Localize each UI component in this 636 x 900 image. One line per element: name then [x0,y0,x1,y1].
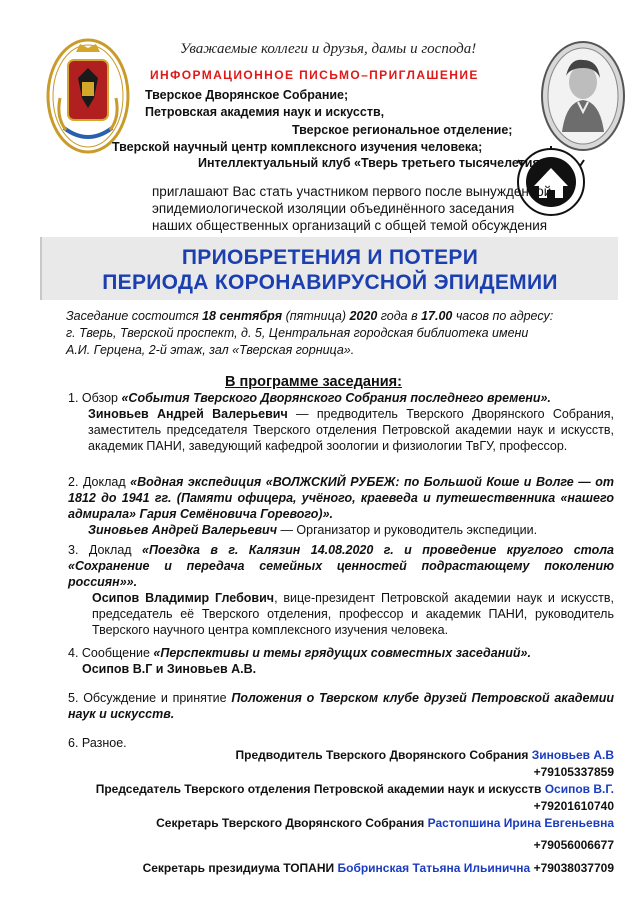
signature-role: Секретарь Тверского Дворянского Собрания [156,816,428,830]
signature-1-phone: +79105337859 [533,765,614,779]
org-line-4: Тверской научный центр комплексного изучения человека; [112,140,483,154]
signature-role: Председатель Тверского отделения Петровской академии наук и искусств [95,782,545,796]
meeting-info [66,308,614,359]
org-line-3: Тверское региональное отделение; [292,123,513,137]
portrait-medallion [540,40,626,152]
org-line-1: Тверское Дворянское Собрание; [145,88,349,102]
speaker-desc: , вице-президент Петровской академии наук и искусств, председатель её Тверского отделения, профессор и академик ПАНИ, руководитель Тверского научного центра комплексного изучения человека. [92,591,615,637]
program-item-3 [68,542,614,638]
greeting: Уважаемые коллеги и друзья, дамы и господа! [180,41,477,57]
meeting-text: Заседание состоится [66,309,203,323]
item-title: «Поездка в г. Калязин 14.08.2020 г. и проведение круглого стола «Сохранение и передача семейных ценностей подрастающему поколению россиян»». [68,543,614,589]
program-item-4 [68,645,614,677]
meeting-text: года в [377,309,422,323]
signature-1 [236,747,615,764]
org-line-2: Петровская академия наук и искусств, [145,105,385,119]
signature-name: Растопшина Ирина Евгеньевна [427,816,614,830]
signature-name: Бобринская Татьяна Ильинична [337,861,531,875]
intro-text [152,183,551,234]
meeting-text: (пятница) [282,309,350,323]
intro-line-2: эпидемиологической изоляции объединённого заседания [152,201,515,216]
signature-phone: +79038037709 [530,861,614,875]
item-number: 4. Сообщение [68,646,154,660]
signature-name: Зиновьев А.В [531,748,614,762]
item-number: 3. Доклад [68,543,143,557]
item-title: «Водная экспедиция «ВОЛЖСКИЙ РУБЕЖ: по Большой Коше и Волге — от 1812 до 1941 гг. (Памяти офицера, учёного, краеведа и путешественника «нашего адмирала» Гария Семёновича Горевого)». [68,475,614,521]
meeting-year: 2020 [349,309,378,323]
signature-3-phone: +79056006677 [533,838,614,852]
intro-line-3: наших общественных организаций с общей темой обсуждения [152,218,548,233]
banner-line-2: ПЕРИОДА КОРОНАВИРУСНОЙ ЭПИДЕМИИ [102,271,558,294]
item-title: «Перспективы и темы грядущих совместных заседаний». [153,646,531,660]
signature-name: Осипов В.Г. [544,782,614,796]
signature-2 [96,781,614,798]
topic-banner [40,237,618,300]
intro-line-1: приглашают Вас стать участником первого после вынужденной [152,184,552,199]
banner-line-1: ПРИОБРЕТЕНИЯ И ПОТЕРИ [181,246,479,269]
invitation-title: ИНФОРМАЦИОННОЕ ПИСЬМО–ПРИГЛАШЕНИЕ [150,68,479,82]
speaker-desc: — предводитель Тверского Дворянского Собрания, заместитель председателя Тверского отделения Петровской академии наук и искусств, академик ПАНИ, заведующий кафедрой зоологии и физиологии ТвГУ, профессор. [88,407,614,453]
speaker-name: Зиновьев Андрей Валерьевич [88,523,277,537]
signature-4 [143,860,614,877]
item-number: 5. Обсуждение и принятие [68,691,232,705]
signature-role: Предводитель Тверского Дворянского Собрания [235,748,532,762]
program-item-5 [68,690,614,722]
signature-role: Секретарь президиума ТОПАНИ [142,861,338,875]
item-number: 1. Обзор [68,391,122,405]
program-item-1 [68,390,614,454]
program-item-2 [68,474,614,538]
speaker-desc: — Организатор и руководитель экспедиции. [276,523,538,537]
speaker-name: Зиновьев Андрей Валерьевич [88,407,288,421]
signature-3 [156,815,614,832]
meeting-address: г. Тверь, Тверской проспект, д. 5, Центральная городская библиотека имени [66,326,529,340]
meeting-time: 17.00 [421,309,453,323]
program-heading: В программе заседания: [225,374,402,390]
item-title: Положения о Тверском клубе друзей Петровской академии наук и искусств. [68,691,615,721]
speaker-name: Осипов Владимир Глебович [92,591,275,605]
meeting-text: часов по адресу: [452,309,554,323]
program-item-6: 6. Разное. [68,736,127,750]
signature-2-phone: +79201610740 [533,799,614,813]
meeting-venue: А.И. Герцена, 2-й этаж, зал «Тверская горница». [66,343,355,357]
coat-of-arms-logo [46,38,130,154]
meeting-date: 18 сентября [202,309,283,323]
item-number: 2. Доклад [68,475,131,489]
item-title: «События Тверского Дворянского Собрания последнего времени». [121,391,551,405]
org-line-5: Интеллектуальный клуб «Тверь третьего тысячелетия» [198,156,547,170]
speaker-name: Осипов В.Г и Зиновьев А.В. [82,662,257,676]
